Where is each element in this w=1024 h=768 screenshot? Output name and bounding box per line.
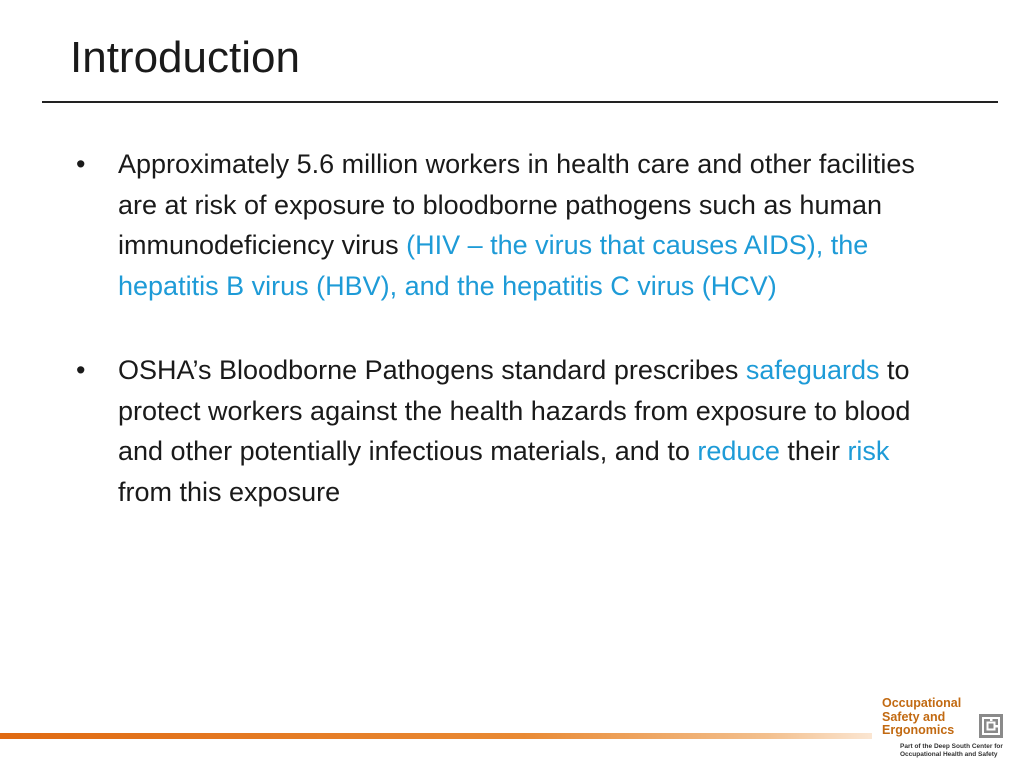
bullet-text: Approximately 5.6 million workers in health care and other facilities are at risk of exposure to bloodborne pathogens such as human immunodeficiency virus [118,149,915,260]
bullet-text: OSHA’s Bloodborne Pathogens standard prescribes [118,355,746,385]
highlighted-text: (HIV – the virus that causes AIDS), the hepatitis B virus (HBV), and the hepatitis C virus (HCV) [118,230,869,301]
organization-logo [882,697,1012,759]
logo-sub-line: Part of the Deep South Center for [900,743,1003,750]
highlighted-text: safeguards [745,355,880,385]
logo-line: Ergonomics [882,723,955,737]
footer-accent-bar [0,733,872,739]
bullet-text: from this exposure [118,476,341,507]
bullet-text: to protect workers against the health hazards from exposure to blood and other potentially infectious materials, and to [118,355,911,466]
title-divider [42,101,998,103]
bullet-text: their [779,436,848,466]
logo-line: Occupational [882,696,962,710]
highlighted-text: reduce [697,436,780,466]
maze-square-icon [978,713,1004,739]
bullet-marker: • [76,149,86,179]
highlighted-text: risk [847,436,890,466]
bullet-marker: • [76,355,86,385]
logo-subtitle [900,743,1003,758]
logo-sub-line: Occupational Health and Safety [900,750,998,758]
bullet-item [76,350,936,512]
bullet-list [76,144,936,556]
bullet-item [76,144,936,306]
slide-title: Introduction [70,33,300,82]
logo-title [882,697,961,738]
logo-line: Safety and [882,709,946,724]
